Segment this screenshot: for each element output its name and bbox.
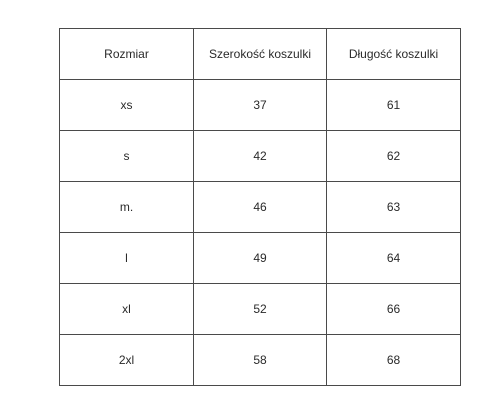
cell-length: 62 [327, 131, 461, 182]
cell-length: 61 [327, 80, 461, 131]
cell-width: 46 [194, 182, 327, 233]
cell-size: s [60, 131, 194, 182]
cell-length: 68 [327, 335, 461, 386]
header-size: Rozmiar [60, 29, 194, 80]
header-length: Długość koszulki [327, 29, 461, 80]
cell-size: l [60, 233, 194, 284]
cell-length: 64 [327, 233, 461, 284]
cell-size: xs [60, 80, 194, 131]
cell-width: 49 [194, 233, 327, 284]
table-row [60, 131, 461, 182]
table-row [60, 182, 461, 233]
header-row [60, 29, 461, 80]
table-row [60, 335, 461, 386]
cell-width: 37 [194, 80, 327, 131]
cell-length: 63 [327, 182, 461, 233]
header-width: Szerokość koszulki [194, 29, 327, 80]
cell-size: xl [60, 284, 194, 335]
cell-width: 52 [194, 284, 327, 335]
cell-length: 66 [327, 284, 461, 335]
cell-width: 42 [194, 131, 327, 182]
table-row [60, 80, 461, 131]
cell-size: 2xl [60, 335, 194, 386]
table-row [60, 233, 461, 284]
cell-width: 58 [194, 335, 327, 386]
table-row [60, 284, 461, 335]
cell-size: m. [60, 182, 194, 233]
size-table [59, 28, 461, 386]
